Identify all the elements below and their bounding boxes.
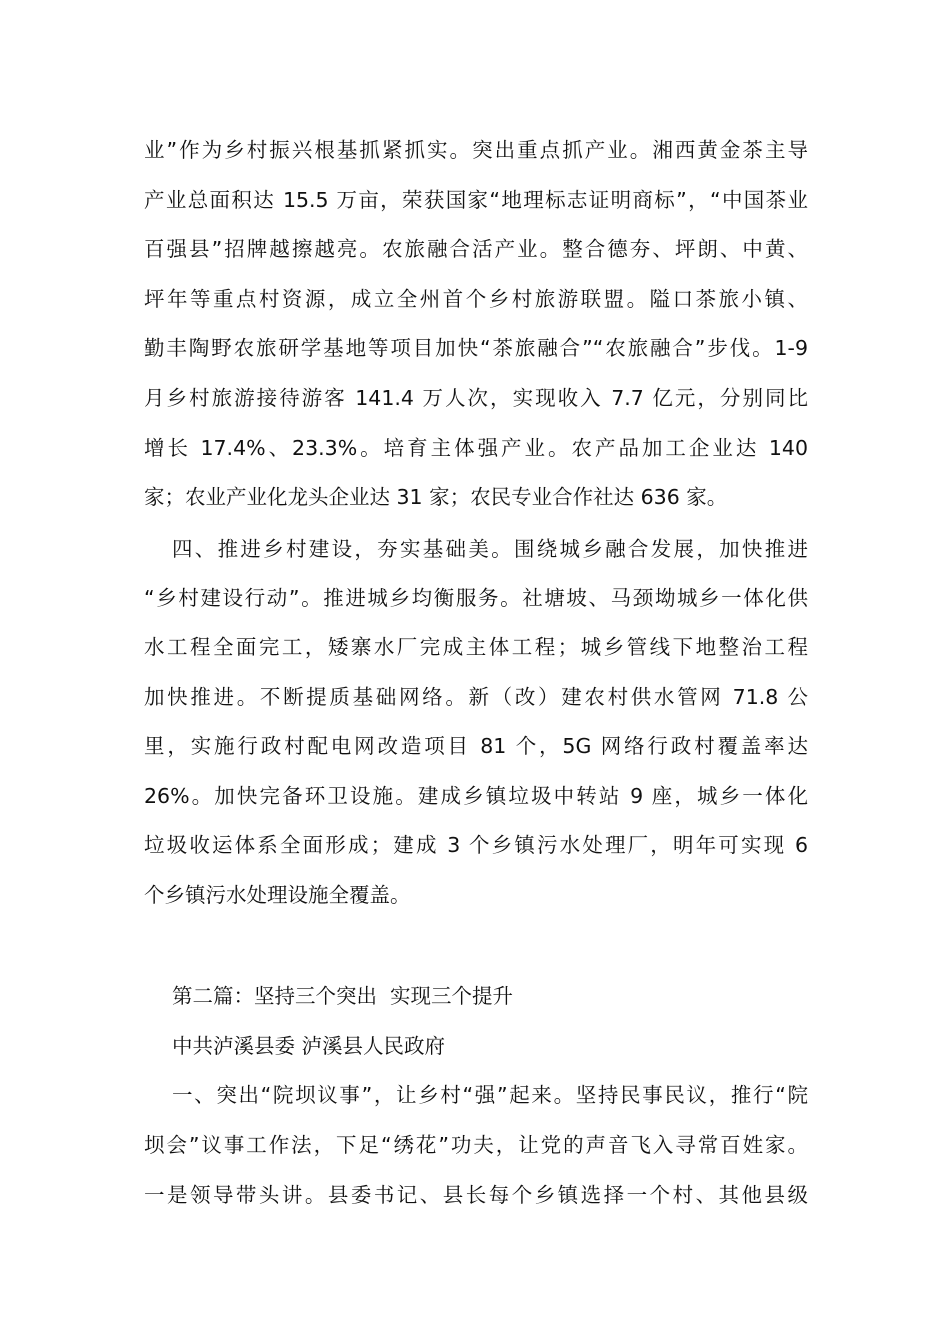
paragraph-line: 增长 17.4%、23.3%。培育主体强产业。农产品加工企业达 140: [144, 436, 808, 460]
paragraph-line: 一、突出“院坝议事”，让乡村“强”起来。坚持民事民议，推行“院: [172, 1083, 808, 1107]
paragraph-line: 里，实施行政村配电网改造项目 81 个，5G 网络行政村覆盖率达: [144, 734, 808, 758]
paragraph-line: 产业总面积达 15.5 万亩，荣获国家“地理标志证明商标”，“中国茶业: [144, 188, 808, 212]
paragraph-line: 业”作为乡村振兴根基抓紧抓实。突出重点抓产业。湘西黄金茶主导: [144, 138, 808, 162]
paragraph-line: 水工程全面完工，矮寨水厂完成主体工程；城乡管线下地整治工程: [144, 635, 808, 659]
paragraph-line: 26%。加快完备环卫设施。建成乡镇垃圾中转站 9 座，城乡一体化: [144, 784, 808, 808]
paragraph-line: 加快推进。不断提质基础网络。新（改）建农村供水管网 71.8 公: [144, 685, 808, 709]
author-line: 中共泸溪县委 泸溪县人民政府: [172, 1034, 446, 1058]
paragraph-line: 个乡镇污水处理设施全覆盖。: [144, 883, 411, 907]
paragraph-line: 勤丰陶野农旅研学基地等项目加快“茶旅融合”“农旅融合”步伐。1-9: [144, 336, 808, 360]
paragraph-line: “乡村建设行动”。推进城乡均衡服务。社塘坡、马颈坳城乡一体化供: [144, 586, 808, 610]
chapter-title: 第二篇：坚持三个突出 实现三个提升: [172, 984, 514, 1008]
paragraph-line: 垃圾收运体系全面形成；建成 3 个乡镇污水处理厂，明年可实现 6: [144, 833, 808, 857]
paragraph-line: 坪年等重点村资源，成立全州首个乡村旅游联盟。隘口茶旅小镇、: [144, 287, 808, 311]
paragraph-line: 百强县”招牌越擦越亮。农旅融合活产业。整合德夯、坪朗、中黄、: [144, 237, 808, 261]
section-heading-line: 四、推进乡村建设，夯实基础美。围绕城乡融合发展，加快推进: [172, 537, 808, 561]
paragraph-line: 月乡村旅游接待游客 141.4 万人次，实现收入 7.7 亿元，分别同比: [144, 386, 808, 410]
paragraph-line: 坝会”议事工作法，下足“绣花”功夫，让党的声音飞入寻常百姓家。: [144, 1133, 808, 1157]
paragraph-line: 家；农业产业化龙头企业达 31 家；农民专业合作社达 636 家。: [144, 485, 728, 509]
paragraph-line: 一是领导带头讲。县委书记、县长每个乡镇选择一个村、其他县级: [144, 1183, 808, 1207]
